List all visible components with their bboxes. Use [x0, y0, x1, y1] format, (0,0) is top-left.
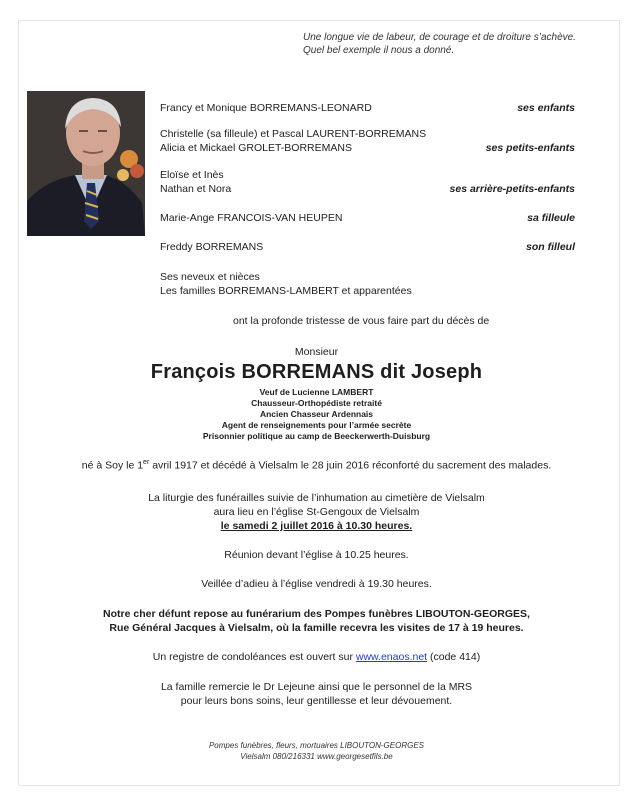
footer-line: Vielsalm 080/216331 www.georgesetfils.be	[240, 752, 393, 761]
enaos-link[interactable]: www.enaos.net	[355, 651, 428, 663]
family-names: Freddy BORREMANS	[160, 241, 264, 253]
title-line: Prisonnier politique au camp de Beeckerwerth-Duisburg	[202, 431, 431, 441]
thanks-block	[0, 680, 633, 708]
title-line: Chausseur-Orthopédiste retraité	[251, 398, 382, 408]
family-group-grandchildren	[160, 127, 426, 155]
family-names: Francy et Monique BORREMANS-LEONARD	[160, 102, 372, 114]
relation-label: sa filleule	[527, 212, 575, 224]
epigraph-line-2: Quel bel exemple il nous a donné.	[303, 45, 455, 56]
wake-line: Veillée d’adieu à l’église vendredi à 19.30 heures.	[201, 578, 432, 590]
condolence-register	[0, 650, 633, 664]
footer	[0, 740, 633, 762]
liturgy-block	[0, 491, 633, 533]
funeral-date: le samedi 2 juillet 2016 à 10.30 heures.	[220, 520, 413, 532]
reunion-line: Réunion devant l’église à 10.25 heures.	[224, 549, 409, 561]
title-line: Agent de renseignements pour l’armée secrète	[221, 420, 412, 430]
family-group-great-grandchildren	[160, 168, 231, 196]
thanks-line: pour leurs bons soins, leur gentillesse et leur dévouement.	[180, 695, 453, 707]
announcement-text: ont la profonde tristesse de vous faire part du décès de	[233, 315, 490, 327]
relation-label: ses enfants	[517, 102, 575, 114]
title-line: Ancien Chasseur Ardennais	[259, 409, 374, 419]
birth-text: avril 1917 et décédé à Vielsalm le 28 juin 2016 réconforté du sacrement des malades.	[149, 459, 552, 472]
liturgy-line: aura lieu en l’église St-Gengoux de Vielsalm	[213, 506, 420, 518]
honorific: Monsieur	[294, 346, 339, 358]
deceased-titles	[0, 387, 633, 442]
extended-family-line: Ses neveux et nièces	[160, 271, 260, 283]
family-group-goddaughter	[160, 211, 342, 225]
extended-family	[160, 270, 412, 298]
family-names: Alicia et Mickael GROLET-BORREMANS	[160, 142, 352, 154]
epigraph	[303, 31, 576, 57]
relation-label: ses petits-enfants	[485, 142, 575, 154]
portrait-photo	[27, 91, 145, 236]
thanks-line: La famille remercie le Dr Lejeune ainsi que le personnel de la MRS	[160, 681, 473, 693]
ordinal-superscript: er	[143, 459, 150, 466]
epigraph-line-1: Une longue vie de labeur, de courage et de droiture s’achève.	[303, 32, 576, 43]
family-group-godson	[160, 240, 263, 254]
footer-line: Pompes funèbres, fleurs, mortuaires LIBOUTON-GEORGES	[208, 741, 425, 750]
title-line: Veuf de Lucienne LAMBERT	[259, 387, 374, 397]
family-names: Marie-Ange FRANCOIS-VAN HEUPEN	[160, 212, 343, 224]
family-names: Nathan et Nora	[160, 183, 232, 195]
funerarium-line: Rue Général Jacques à Vielsalm, où la famille recevra les visites de 17 à 19 heures.	[109, 622, 524, 634]
deceased-name: François BORREMANS dit Joseph	[150, 361, 483, 383]
family-names: Eloïse et Inès	[160, 169, 224, 181]
family-names: Christelle (sa filleule) et Pascal LAURENT-BORREMANS	[160, 128, 427, 140]
birth-death-line	[0, 456, 633, 473]
funerarium-line: Notre cher défunt repose au funérarium des Pompes funèbres LIBOUTON-GEORGES,	[103, 608, 530, 620]
funerarium-block	[0, 607, 633, 635]
extended-family-line: Les familles BORREMANS-LAMBERT et apparentées	[160, 285, 412, 297]
relation-label: ses arrière-petits-enfants	[449, 183, 575, 195]
liturgy-line: La liturgie des funérailles suivie de l’inhumation au cimetière de Vielsalm	[148, 492, 485, 504]
register-text: Un registre de condoléances est ouvert sur	[152, 651, 356, 663]
birth-text: né à Soy le 1	[81, 459, 144, 472]
relation-label: son filleul	[525, 241, 575, 253]
family-group-children	[160, 101, 372, 115]
register-code: (code 414)	[427, 651, 481, 663]
